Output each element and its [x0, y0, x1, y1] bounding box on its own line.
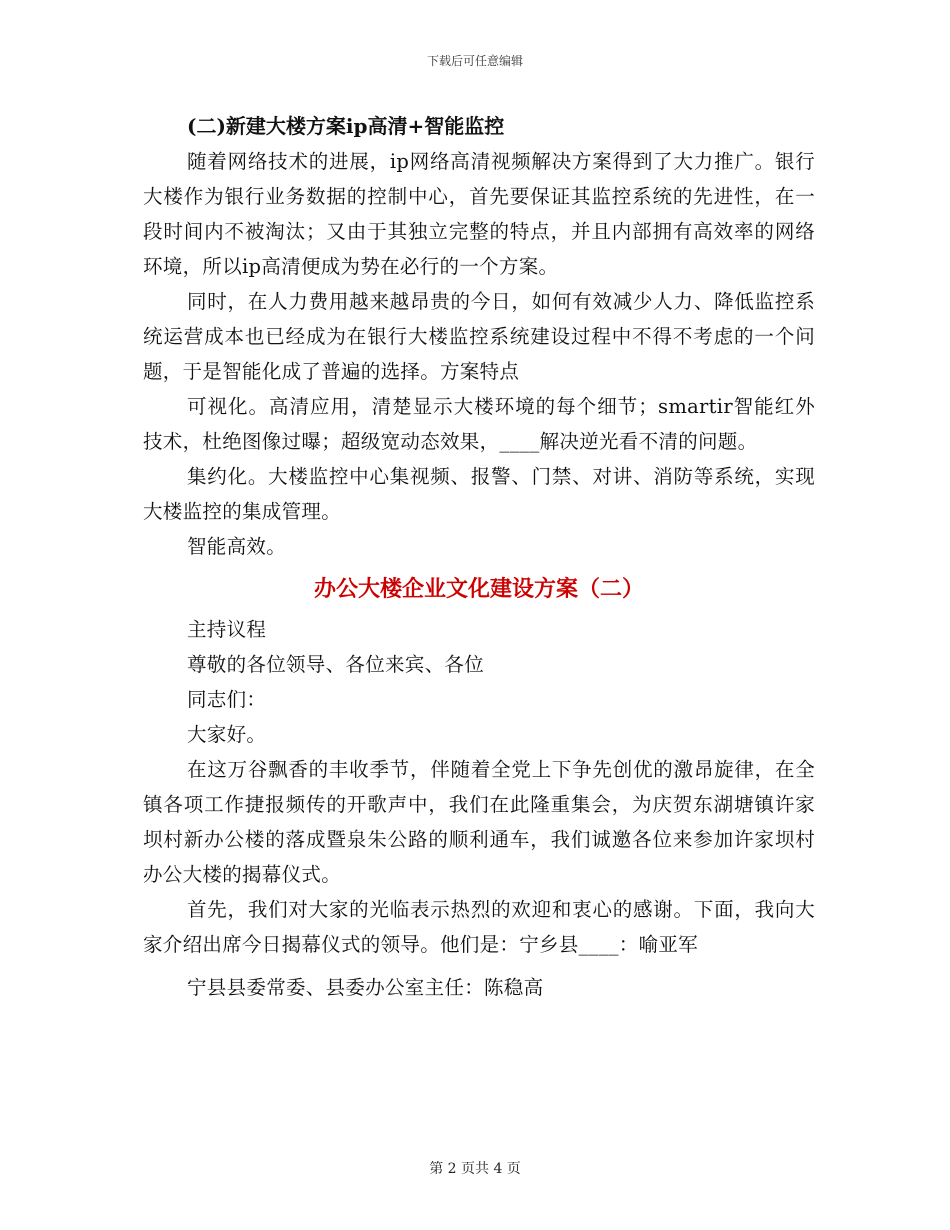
paragraph: 可视化。高清应用，清楚显示大楼环境的每个细节；smartir智能红外技术，杜绝图像过曝；超级宽动态效果，____解决逆光看不清的问题。 [143, 395, 815, 453]
paragraph: 尊敬的各位领导、各位来宾、各位 [187, 653, 485, 676]
paragraph: 同志们： [187, 688, 267, 711]
paragraph: 首先，我们对大家的光临表示热烈的欢迎和衷心的感谢。下面，我向大家介绍出席今日揭幕仪式的领导。他们是：宁乡县____：喻亚军 [143, 898, 815, 956]
paragraph: 随着网络技术的进展，ip网络高清视频解决方案得到了大力推广。银行大楼作为银行业务数据的控制中心，首先要保证其监控系统的先进性，在一段时间内不被淘汰；又由于其独立完整的特点，并且内部拥有高效率的网络环境，所以ip高清便成为势在必行的一个方案。 [143, 150, 815, 278]
paragraph: 智能高效。 [187, 535, 287, 558]
page-number: 第 2 页共 4 页 [429, 1161, 521, 1177]
paragraph: 宁县县委常委、县委办公室主任：陈稳高 [187, 976, 544, 999]
section-heading: (二)新建大楼方案ip高清+智能监控 [187, 114, 505, 138]
paragraph: 大家好。 [187, 723, 267, 746]
paragraph: 同时，在人力费用越来越昂贵的今日，如何有效减少人力、降低监控系统运营成本也已经成为在银行大楼监控系统建设过程中不得不考虑的一个问题，于是智能化成了普遍的选择。方案特点 [143, 290, 815, 383]
document-title: 办公大楼企业文化建设方案（二） [313, 577, 644, 602]
document-body [143, 108, 815, 1005]
page-header-note: 下载后可任意编辑 [426, 54, 523, 68]
paragraph: 主持议程 [187, 618, 267, 641]
paragraph: 集约化。大楼监控中心集视频、报警、门禁、对讲、消防等系统，实现大楼监控的集成管理。 [143, 465, 815, 523]
paragraph: 在这万谷飘香的丰收季节，伴随着全党上下争先创优的激昂旋律，在全镇各项工作捷报频传的开歌声中，我们在此隆重集会，为庆贺东湖塘镇许家坝村新办公楼的落成暨泉朱公路的顺利通车，我们诚邀各位来参加许家坝村办公大楼的揭幕仪式。 [143, 758, 815, 886]
